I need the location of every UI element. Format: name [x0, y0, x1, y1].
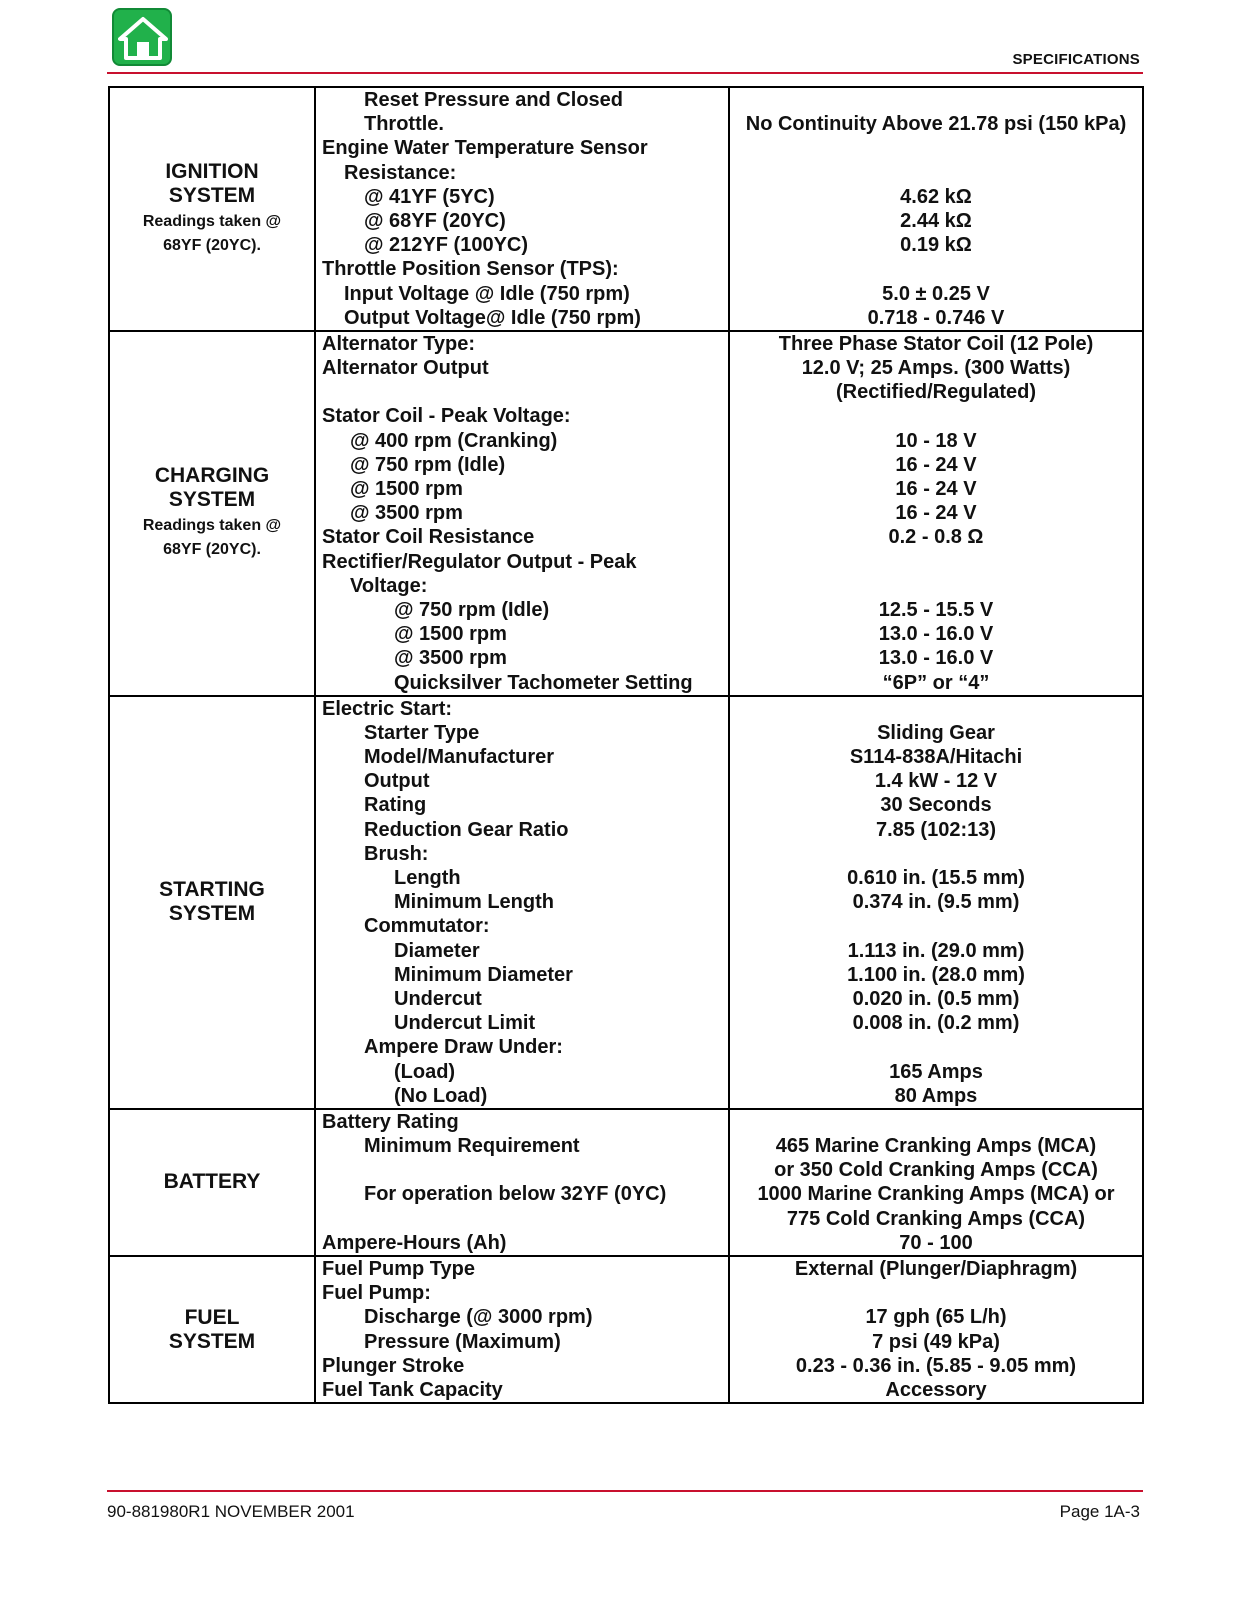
spec-item: Quicksilver Tachometer Setting	[394, 671, 693, 694]
spec-value: 16 - 24 V	[895, 453, 977, 476]
spec-value: 13.0 - 16.0 V	[878, 623, 994, 646]
spec-items-cell	[315, 696, 729, 1109]
spec-item: Rectifier/Regulator Output - Peak	[322, 550, 637, 573]
spec-item: Voltage:	[350, 574, 428, 597]
spec-values-cell	[729, 696, 1143, 1109]
spec-item: Minimum Requirement	[364, 1135, 580, 1158]
spec-value	[730, 136, 1142, 160]
spec-item: @ 750 rpm (Idle)	[394, 598, 550, 621]
spec-item: Input Voltage @ Idle (750 rpm)	[344, 282, 630, 305]
spec-item: (Load)	[394, 1060, 456, 1083]
spec-value: 1.113 in. (29.0 mm)	[847, 939, 1025, 962]
spec-row	[109, 1109, 1143, 1256]
page-number: Page 1A-3	[1059, 1502, 1140, 1521]
spec-item: @ 1500 rpm	[350, 478, 463, 500]
spec-values-cell	[729, 1256, 1143, 1403]
spec-item: Throttle Position Sensor (TPS):	[322, 258, 619, 281]
spec-item: Ampere-Hours (Ah)	[322, 1231, 507, 1254]
spec-row	[109, 87, 1143, 331]
spec-item: Plunger Stroke	[322, 1354, 465, 1377]
spec-value: 70 - 100	[899, 1231, 973, 1254]
specifications-table	[108, 86, 1144, 1404]
spec-item: (No Load)	[394, 1084, 488, 1107]
spec-values-cell	[729, 87, 1143, 331]
spec-item: @ 212ΥF (100ΥC)	[364, 234, 529, 257]
spec-value: “6P” or “4”	[882, 671, 990, 694]
spec-value: Sliding Gear	[877, 721, 995, 744]
spec-item: @ 1500 rpm	[394, 623, 507, 646]
spec-item: Output Voltage@ Idle (750 rpm)	[344, 306, 641, 329]
system-cell	[109, 1109, 315, 1256]
spec-value: 0.374 in. (9.5 mm)	[852, 891, 1020, 914]
spec-item: Stator Coil - Peak Voltage:	[322, 405, 571, 428]
spec-value: 0.610 in. (15.5 mm)	[847, 867, 1025, 889]
spec-value: 7 psi (49 kPa)	[872, 1330, 1000, 1353]
spec-item: Discharge (@ 3000 rpm)	[364, 1306, 593, 1329]
spec-item: @ 68ΥF (20ΥC)	[364, 209, 506, 232]
spec-value	[730, 1035, 1142, 1059]
spec-value: 12.0 V; 25 Amps. (300 Watts)	[801, 357, 1071, 380]
spec-items-cell	[315, 1109, 729, 1256]
spec-value: 0.23 - 0.36 in. (5.85 - 9.05 mm)	[795, 1354, 1077, 1377]
spec-value: 16 - 24 V	[895, 502, 977, 525]
spec-value	[730, 161, 1142, 185]
spec-value: 0.2 - 0.8 Ω	[888, 526, 984, 549]
spec-item: Length	[394, 867, 461, 889]
spec-value: (Rectified/Regulated)	[835, 381, 1037, 404]
header-rule	[107, 72, 1143, 74]
spec-value: S114-838A/Hitachi	[849, 746, 1023, 769]
spec-value: 1000 Marine Cranking Amps (MCA) or	[757, 1183, 1115, 1206]
spec-item: Pressure (Maximum)	[364, 1330, 561, 1353]
spec-item: Commutator:	[364, 915, 490, 938]
spec-item	[316, 1207, 728, 1231]
spec-item: Reset Pressure and Closed	[364, 89, 623, 111]
spec-value: Three Phase Stator Coil (12 Pole)	[778, 332, 1094, 355]
spec-value: 5.0 ± 0.25 V	[882, 282, 990, 305]
spec-item: Output	[364, 770, 430, 793]
system-name: CHARGING SYSTEM	[154, 464, 270, 512]
spec-values-cell	[729, 1109, 1143, 1256]
spec-item: Model/Manufacturer	[364, 746, 555, 769]
spec-item: Fuel Pump:	[322, 1282, 431, 1305]
spec-value: 13.0 - 16.0 V	[878, 647, 994, 670]
system-cell	[109, 696, 315, 1109]
spec-item	[316, 380, 728, 404]
spec-value: 0.19 kΩ	[900, 234, 972, 257]
spec-value	[730, 574, 1142, 598]
spec-item: @ 400 rpm (Cranking)	[350, 429, 558, 452]
spec-value: 165 Amps	[889, 1060, 983, 1083]
spec-value: 775 Cold Cranking Amps (CCA)	[786, 1207, 1086, 1230]
spec-value: External (Plunger/Diaphragm)	[794, 1258, 1078, 1280]
footer-rule	[107, 1490, 1143, 1492]
system-name: STARTING SYSTEM	[159, 878, 265, 926]
spec-value	[730, 1110, 1142, 1134]
system-name: BATTERY	[163, 1170, 261, 1194]
spec-value: 0.718 - 0.746 V	[867, 306, 1005, 329]
spec-value	[730, 404, 1142, 428]
spec-value: 2.44 kΩ	[900, 209, 972, 232]
spec-row	[109, 1256, 1143, 1403]
spec-item: @ 3500 rpm	[350, 502, 463, 525]
home-icon	[118, 14, 168, 62]
spec-value: 12.5 - 15.5 V	[878, 598, 994, 621]
spec-item: Rating	[364, 794, 427, 817]
system-cell	[109, 1256, 315, 1403]
spec-item: Undercut Limit	[394, 1012, 536, 1035]
spec-item: Undercut	[394, 987, 482, 1010]
spec-item: Reduction Gear Ratio	[364, 818, 569, 841]
spec-value: 1.4 kW - 12 V	[874, 770, 998, 793]
spec-values-cell	[729, 331, 1143, 696]
spec-value: or 350 Cold Cranking Amps (CCA)	[774, 1159, 1098, 1182]
spec-value: 17 gph (65 L/h)	[865, 1306, 1007, 1329]
spec-item: Electric Start:	[322, 697, 453, 720]
spec-item: Engine Water Temperature Sensor	[322, 137, 648, 160]
spec-item: Alternator Output	[322, 357, 489, 380]
spec-item: Alternator Type:	[322, 332, 475, 355]
system-name: IGNITION SYSTEM	[165, 159, 259, 207]
spec-item: Throttle.	[364, 113, 444, 136]
spec-item: Diameter	[394, 939, 480, 962]
spec-value: 30 Seconds	[880, 794, 992, 817]
system-cell	[109, 87, 315, 331]
spec-items-cell	[315, 331, 729, 696]
spec-item: @ 750 rpm (Idle)	[350, 453, 506, 476]
system-cell	[109, 331, 315, 696]
spec-item: Resistance:	[344, 161, 457, 184]
spec-item: Ampere Draw Under:	[364, 1036, 563, 1059]
spec-value	[730, 842, 1142, 866]
spec-item: Fuel Pump Type	[322, 1258, 475, 1280]
spec-value: 0.020 in. (0.5 mm)	[852, 987, 1020, 1010]
spec-value: 0.008 in. (0.2 mm)	[852, 1012, 1020, 1035]
spec-item: @ 3500 rpm	[394, 647, 507, 670]
document-number: 90-881980R1 NOVEMBER 2001	[107, 1502, 355, 1521]
spec-item: Brush:	[364, 842, 429, 865]
spec-row	[109, 696, 1143, 1109]
spec-item: For operation below 32ΥF (0ΥC)	[364, 1183, 667, 1206]
system-note: Readings taken @ 68ΥF (20ΥC).	[142, 212, 282, 254]
spec-value	[730, 1281, 1142, 1305]
spec-value: No Continuity Above 21.78 psi (150 kPa)	[745, 113, 1127, 136]
spec-value	[730, 550, 1142, 574]
spec-value: 4.62 kΩ	[900, 185, 972, 208]
spec-item: Stator Coil Resistance	[322, 526, 535, 549]
spec-item	[316, 1158, 728, 1182]
spec-value: 10 - 18 V	[895, 429, 977, 452]
spec-value	[730, 914, 1142, 938]
spec-value: 80 Amps	[894, 1084, 978, 1107]
spec-value	[730, 257, 1142, 281]
spec-row	[109, 331, 1143, 696]
spec-value: 16 - 24 V	[895, 478, 977, 500]
section-title: SPECIFICATIONS	[1012, 51, 1140, 68]
spec-value: 7.85 (102:13)	[875, 818, 997, 841]
system-note: Readings taken @ 68ΥF (20ΥC).	[142, 517, 282, 559]
spec-value	[730, 697, 1142, 721]
spec-value	[730, 88, 1142, 112]
spec-item: Starter Type	[364, 721, 480, 744]
spec-value: Accessory	[885, 1378, 987, 1401]
system-name: FUEL SYSTEM	[168, 1305, 256, 1353]
spec-item: Minimum Length	[394, 891, 554, 914]
spec-item: @ 41ΥF (5ΥC)	[364, 185, 495, 208]
home-button[interactable]	[112, 8, 172, 66]
spec-item: Minimum Diameter	[394, 963, 573, 986]
spec-value: 465 Marine Cranking Amps (MCA)	[775, 1135, 1097, 1158]
spec-item: Battery Rating	[322, 1110, 459, 1133]
spec-items-cell	[315, 1256, 729, 1403]
spec-item: Fuel Tank Capacity	[322, 1378, 503, 1401]
spec-value: 1.100 in. (28.0 mm)	[847, 963, 1025, 986]
spec-items-cell	[315, 87, 729, 331]
